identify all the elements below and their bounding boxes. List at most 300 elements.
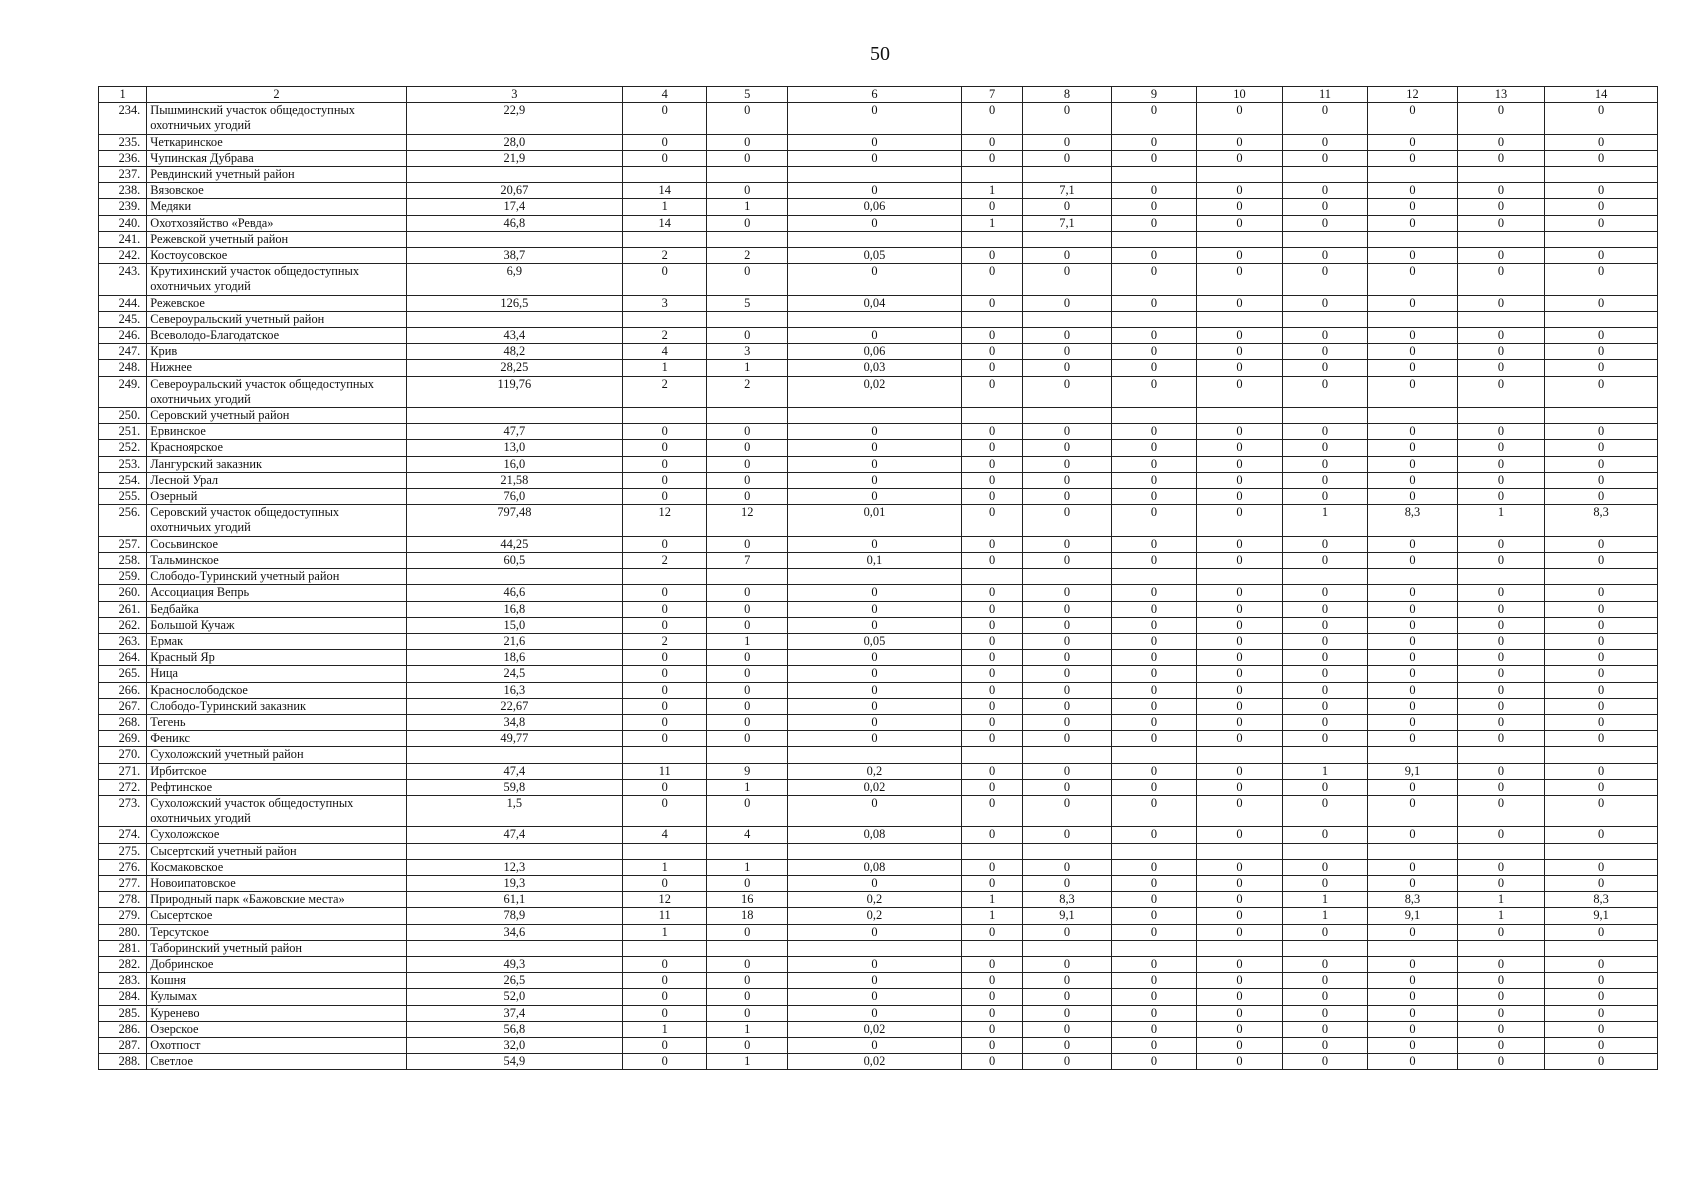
cell-c7: 0 — [961, 552, 1022, 568]
row-number: 259. — [99, 569, 147, 585]
row-name: Озерское — [147, 1021, 406, 1037]
cell-c8: 0 — [1023, 552, 1112, 568]
cell-c8 — [1023, 231, 1112, 247]
cell-c3: 34,8 — [406, 714, 622, 730]
cell-c12: 0 — [1368, 666, 1458, 682]
cell-c14: 0 — [1545, 666, 1658, 682]
cell-c11 — [1282, 167, 1367, 183]
cell-c7: 0 — [961, 731, 1022, 747]
cell-c10: 0 — [1197, 344, 1282, 360]
cell-c13 — [1457, 940, 1545, 956]
cell-c6 — [787, 408, 961, 424]
cell-c4: 0 — [622, 585, 706, 601]
cell-c5: 9 — [707, 763, 787, 779]
cell-c5: 0 — [707, 489, 787, 505]
cell-c7: 0 — [961, 617, 1022, 633]
cell-c6: 0,02 — [787, 1021, 961, 1037]
table-row — [99, 650, 1658, 666]
cell-c12: 0 — [1368, 924, 1458, 940]
cell-c8: 7,1 — [1023, 183, 1112, 199]
cell-c12: 0 — [1368, 682, 1458, 698]
cell-c14: 0 — [1545, 215, 1658, 231]
cell-c4: 1 — [622, 199, 706, 215]
cell-c12: 0 — [1368, 827, 1458, 843]
cell-c12: 0 — [1368, 1054, 1458, 1070]
cell-c5: 0 — [707, 456, 787, 472]
row-name: Бедбайка — [147, 601, 406, 617]
row-number: 262. — [99, 617, 147, 633]
cell-c3: 32,0 — [406, 1037, 622, 1053]
cell-c12: 0 — [1368, 360, 1458, 376]
cell-c9: 0 — [1111, 633, 1196, 649]
cell-c14: 0 — [1545, 633, 1658, 649]
cell-c6: 0 — [787, 698, 961, 714]
cell-c12: 9,1 — [1368, 763, 1458, 779]
cell-c13 — [1457, 569, 1545, 585]
cell-c4: 0 — [622, 489, 706, 505]
row-number: 238. — [99, 183, 147, 199]
header-cell: 7 — [961, 87, 1022, 103]
cell-c13: 0 — [1457, 633, 1545, 649]
cell-c12: 0 — [1368, 650, 1458, 666]
cell-c7: 0 — [961, 989, 1022, 1005]
row-number: 257. — [99, 536, 147, 552]
cell-c13 — [1457, 408, 1545, 424]
cell-c13: 0 — [1457, 731, 1545, 747]
row-name: Феникс — [147, 731, 406, 747]
cell-c6: 0 — [787, 183, 961, 199]
cell-c7: 0 — [961, 875, 1022, 891]
row-number: 260. — [99, 585, 147, 601]
cell-c5 — [707, 747, 787, 763]
cell-c7: 0 — [961, 714, 1022, 730]
cell-c13: 0 — [1457, 344, 1545, 360]
row-name: Лесной Урал — [147, 472, 406, 488]
cell-c13: 0 — [1457, 472, 1545, 488]
cell-c13: 1 — [1457, 908, 1545, 924]
cell-c3 — [406, 167, 622, 183]
cell-c3: 76,0 — [406, 489, 622, 505]
cell-c3: 61,1 — [406, 892, 622, 908]
row-number: 288. — [99, 1054, 147, 1070]
cell-c14 — [1545, 167, 1658, 183]
cell-c8: 0 — [1023, 248, 1112, 264]
cell-c8: 0 — [1023, 376, 1112, 407]
cell-c14: 0 — [1545, 1005, 1658, 1021]
cell-c14 — [1545, 311, 1658, 327]
table-row — [99, 633, 1658, 649]
cell-c5: 0 — [707, 924, 787, 940]
cell-c4: 4 — [622, 344, 706, 360]
cell-c13: 0 — [1457, 376, 1545, 407]
row-number: 282. — [99, 956, 147, 972]
cell-c5: 0 — [707, 103, 787, 134]
cell-c12: 0 — [1368, 552, 1458, 568]
row-name: Североуральский учетный район — [147, 311, 406, 327]
cell-c13: 0 — [1457, 956, 1545, 972]
cell-c10: 0 — [1197, 150, 1282, 166]
cell-c11: 0 — [1282, 489, 1367, 505]
cell-c8: 0 — [1023, 440, 1112, 456]
cell-c13: 0 — [1457, 489, 1545, 505]
cell-c11: 0 — [1282, 633, 1367, 649]
cell-c12: 0 — [1368, 973, 1458, 989]
cell-c11: 0 — [1282, 264, 1367, 295]
cell-c9: 0 — [1111, 617, 1196, 633]
cell-c6: 0 — [787, 617, 961, 633]
cell-c4: 0 — [622, 650, 706, 666]
cell-c8: 0 — [1023, 731, 1112, 747]
cell-c6: 0,02 — [787, 779, 961, 795]
table-row — [99, 360, 1658, 376]
row-name: Новоипатовское — [147, 875, 406, 891]
cell-c13: 0 — [1457, 150, 1545, 166]
cell-c7: 0 — [961, 344, 1022, 360]
table-row — [99, 248, 1658, 264]
cell-c10: 0 — [1197, 295, 1282, 311]
row-name: Таборинский учетный район — [147, 940, 406, 956]
cell-c7 — [961, 747, 1022, 763]
cell-c9: 0 — [1111, 1005, 1196, 1021]
table-row — [99, 472, 1658, 488]
cell-c5: 0 — [707, 601, 787, 617]
row-name: Светлое — [147, 1054, 406, 1070]
cell-c12: 0 — [1368, 585, 1458, 601]
cell-c14 — [1545, 940, 1658, 956]
cell-c10: 0 — [1197, 585, 1282, 601]
cell-c10: 0 — [1197, 472, 1282, 488]
header-cell: 3 — [406, 87, 622, 103]
cell-c4 — [622, 747, 706, 763]
row-name: Ермак — [147, 633, 406, 649]
row-number: 272. — [99, 779, 147, 795]
cell-c14: 0 — [1545, 103, 1658, 134]
cell-c14 — [1545, 747, 1658, 763]
cell-c6: 0,02 — [787, 1054, 961, 1070]
cell-c6: 0 — [787, 1005, 961, 1021]
row-name: Крив — [147, 344, 406, 360]
cell-c5: 2 — [707, 376, 787, 407]
row-number: 276. — [99, 859, 147, 875]
cell-c11: 0 — [1282, 183, 1367, 199]
cell-c10: 0 — [1197, 1037, 1282, 1053]
cell-c8: 8,3 — [1023, 892, 1112, 908]
cell-c4: 0 — [622, 601, 706, 617]
table-row — [99, 489, 1658, 505]
cell-c7: 0 — [961, 779, 1022, 795]
cell-c11: 1 — [1282, 763, 1367, 779]
cell-c13: 0 — [1457, 601, 1545, 617]
table-row — [99, 843, 1658, 859]
cell-c7: 0 — [961, 150, 1022, 166]
cell-c12 — [1368, 940, 1458, 956]
cell-c12: 0 — [1368, 376, 1458, 407]
cell-c13: 0 — [1457, 875, 1545, 891]
cell-c4 — [622, 940, 706, 956]
row-name: Тегень — [147, 714, 406, 730]
row-number: 236. — [99, 150, 147, 166]
cell-c8: 7,1 — [1023, 215, 1112, 231]
cell-c3 — [406, 843, 622, 859]
row-name: Краснослободское — [147, 682, 406, 698]
row-number: 283. — [99, 973, 147, 989]
cell-c10 — [1197, 231, 1282, 247]
cell-c8: 0 — [1023, 472, 1112, 488]
cell-c11: 1 — [1282, 908, 1367, 924]
cell-c14: 0 — [1545, 779, 1658, 795]
table-row — [99, 150, 1658, 166]
row-number: 246. — [99, 328, 147, 344]
row-name: Красноярское — [147, 440, 406, 456]
table-row — [99, 1037, 1658, 1053]
cell-c11: 0 — [1282, 295, 1367, 311]
cell-c10: 0 — [1197, 505, 1282, 536]
cell-c5: 0 — [707, 1005, 787, 1021]
cell-c12: 0 — [1368, 424, 1458, 440]
cell-c5: 12 — [707, 505, 787, 536]
cell-c11: 0 — [1282, 199, 1367, 215]
row-name: Медяки — [147, 199, 406, 215]
cell-c8: 0 — [1023, 1037, 1112, 1053]
cell-c13: 0 — [1457, 682, 1545, 698]
row-name: Четкаринское — [147, 134, 406, 150]
cell-c7: 1 — [961, 215, 1022, 231]
cell-c4 — [622, 843, 706, 859]
cell-c8: 0 — [1023, 199, 1112, 215]
cell-c6: 0 — [787, 666, 961, 682]
cell-c4: 0 — [622, 682, 706, 698]
cell-c8: 0 — [1023, 424, 1112, 440]
cell-c8: 0 — [1023, 617, 1112, 633]
cell-c4: 2 — [622, 633, 706, 649]
cell-c7: 1 — [961, 908, 1022, 924]
cell-c13: 0 — [1457, 215, 1545, 231]
cell-c7: 0 — [961, 103, 1022, 134]
cell-c12: 0 — [1368, 264, 1458, 295]
cell-c7: 0 — [961, 827, 1022, 843]
table-row — [99, 875, 1658, 891]
cell-c7: 0 — [961, 956, 1022, 972]
cell-c5: 0 — [707, 134, 787, 150]
cell-c11: 1 — [1282, 505, 1367, 536]
cell-c11 — [1282, 940, 1367, 956]
header-cell: 5 — [707, 87, 787, 103]
cell-c3: 49,3 — [406, 956, 622, 972]
cell-c14: 0 — [1545, 859, 1658, 875]
cell-c14: 0 — [1545, 536, 1658, 552]
cell-c3: 56,8 — [406, 1021, 622, 1037]
cell-c3: 37,4 — [406, 1005, 622, 1021]
cell-c5: 5 — [707, 295, 787, 311]
cell-c10: 0 — [1197, 328, 1282, 344]
cell-c12: 0 — [1368, 536, 1458, 552]
cell-c7 — [961, 408, 1022, 424]
cell-c10: 0 — [1197, 1054, 1282, 1070]
cell-c3 — [406, 311, 622, 327]
cell-c9: 0 — [1111, 682, 1196, 698]
cell-c7: 0 — [961, 199, 1022, 215]
cell-c3: 28,0 — [406, 134, 622, 150]
cell-c11: 0 — [1282, 328, 1367, 344]
cell-c7: 0 — [961, 973, 1022, 989]
row-number: 273. — [99, 795, 147, 826]
cell-c4: 4 — [622, 827, 706, 843]
cell-c9: 0 — [1111, 376, 1196, 407]
cell-c4: 3 — [622, 295, 706, 311]
cell-c5: 0 — [707, 795, 787, 826]
cell-c8: 0 — [1023, 264, 1112, 295]
cell-c9: 0 — [1111, 698, 1196, 714]
cell-c5 — [707, 311, 787, 327]
cell-c14: 0 — [1545, 489, 1658, 505]
cell-c6: 0,05 — [787, 633, 961, 649]
cell-c10: 0 — [1197, 795, 1282, 826]
cell-c13: 0 — [1457, 1005, 1545, 1021]
cell-c13: 0 — [1457, 440, 1545, 456]
cell-c14: 0 — [1545, 698, 1658, 714]
header-cell: 14 — [1545, 87, 1658, 103]
cell-c14: 0 — [1545, 585, 1658, 601]
cell-c5: 4 — [707, 827, 787, 843]
table-row — [99, 134, 1658, 150]
cell-c6: 0 — [787, 489, 961, 505]
cell-c5: 0 — [707, 989, 787, 1005]
cell-c13 — [1457, 311, 1545, 327]
table-row — [99, 973, 1658, 989]
cell-c10: 0 — [1197, 892, 1282, 908]
row-name: Сысертское — [147, 908, 406, 924]
cell-c4: 0 — [622, 103, 706, 134]
cell-c9 — [1111, 167, 1196, 183]
cell-c5 — [707, 569, 787, 585]
cell-c14: 0 — [1545, 682, 1658, 698]
cell-c12 — [1368, 167, 1458, 183]
cell-c13: 0 — [1457, 617, 1545, 633]
cell-c10 — [1197, 747, 1282, 763]
cell-c10: 0 — [1197, 714, 1282, 730]
cell-c10: 0 — [1197, 552, 1282, 568]
row-name: Крутихинский участок общедоступных охотничьих угодий — [147, 264, 406, 295]
table-body — [99, 87, 1658, 1070]
cell-c12: 0 — [1368, 328, 1458, 344]
cell-c10: 0 — [1197, 134, 1282, 150]
cell-c13: 0 — [1457, 924, 1545, 940]
cell-c3: 6,9 — [406, 264, 622, 295]
row-name: Чупинская Дубрава — [147, 150, 406, 166]
cell-c9: 0 — [1111, 892, 1196, 908]
cell-c10: 0 — [1197, 924, 1282, 940]
cell-c10: 0 — [1197, 989, 1282, 1005]
cell-c7: 0 — [961, 489, 1022, 505]
cell-c9: 0 — [1111, 666, 1196, 682]
cell-c9: 0 — [1111, 103, 1196, 134]
cell-c8: 0 — [1023, 489, 1112, 505]
cell-c5: 0 — [707, 617, 787, 633]
row-name: Терсутское — [147, 924, 406, 940]
row-name: Всеволодо-Благодатское — [147, 328, 406, 344]
cell-c8: 0 — [1023, 456, 1112, 472]
cell-c5: 0 — [707, 956, 787, 972]
cell-c5: 1 — [707, 633, 787, 649]
cell-c8 — [1023, 843, 1112, 859]
cell-c12: 9,1 — [1368, 908, 1458, 924]
cell-c12: 0 — [1368, 215, 1458, 231]
cell-c8: 0 — [1023, 763, 1112, 779]
cell-c7: 0 — [961, 698, 1022, 714]
cell-c14: 0 — [1545, 795, 1658, 826]
cell-c3: 44,25 — [406, 536, 622, 552]
table-row — [99, 601, 1658, 617]
cell-c11: 0 — [1282, 698, 1367, 714]
cell-c7: 0 — [961, 1021, 1022, 1037]
cell-c4: 12 — [622, 892, 706, 908]
cell-c10: 0 — [1197, 617, 1282, 633]
cell-c11 — [1282, 408, 1367, 424]
cell-c12: 0 — [1368, 956, 1458, 972]
cell-c5: 0 — [707, 731, 787, 747]
cell-c5 — [707, 231, 787, 247]
cell-c6: 0 — [787, 956, 961, 972]
cell-c13 — [1457, 747, 1545, 763]
cell-c13: 0 — [1457, 859, 1545, 875]
cell-c6: 0 — [787, 103, 961, 134]
row-number: 270. — [99, 747, 147, 763]
cell-c13: 0 — [1457, 827, 1545, 843]
cell-c4: 0 — [622, 956, 706, 972]
cell-c11: 0 — [1282, 714, 1367, 730]
cell-c10 — [1197, 408, 1282, 424]
cell-c14 — [1545, 569, 1658, 585]
header-cell: 13 — [1457, 87, 1545, 103]
cell-c11: 0 — [1282, 1054, 1367, 1070]
cell-c11: 0 — [1282, 1021, 1367, 1037]
cell-c5: 0 — [707, 650, 787, 666]
cell-c8: 0 — [1023, 973, 1112, 989]
cell-c4: 0 — [622, 617, 706, 633]
cell-c11: 0 — [1282, 536, 1367, 552]
cell-c11: 0 — [1282, 1037, 1367, 1053]
cell-c13: 0 — [1457, 328, 1545, 344]
cell-c10: 0 — [1197, 536, 1282, 552]
row-number: 234. — [99, 103, 147, 134]
cell-c10: 0 — [1197, 601, 1282, 617]
cell-c12: 0 — [1368, 295, 1458, 311]
row-name: Вязовское — [147, 183, 406, 199]
cell-c11 — [1282, 747, 1367, 763]
cell-c4 — [622, 231, 706, 247]
table-row — [99, 328, 1658, 344]
cell-c8: 0 — [1023, 134, 1112, 150]
cell-c8: 0 — [1023, 875, 1112, 891]
cell-c5: 0 — [707, 536, 787, 552]
cell-c6: 0 — [787, 650, 961, 666]
cell-c12 — [1368, 747, 1458, 763]
table-row — [99, 456, 1658, 472]
table-row — [99, 827, 1658, 843]
cell-c4: 1 — [622, 859, 706, 875]
cell-c6: 0 — [787, 601, 961, 617]
row-name: Красный Яр — [147, 650, 406, 666]
cell-c11: 0 — [1282, 344, 1367, 360]
cell-c8: 0 — [1023, 1021, 1112, 1037]
cell-c6 — [787, 843, 961, 859]
cell-c8: 0 — [1023, 601, 1112, 617]
cell-c8: 9,1 — [1023, 908, 1112, 924]
cell-c4 — [622, 408, 706, 424]
cell-c14: 0 — [1545, 763, 1658, 779]
table-row — [99, 795, 1658, 826]
row-number: 255. — [99, 489, 147, 505]
